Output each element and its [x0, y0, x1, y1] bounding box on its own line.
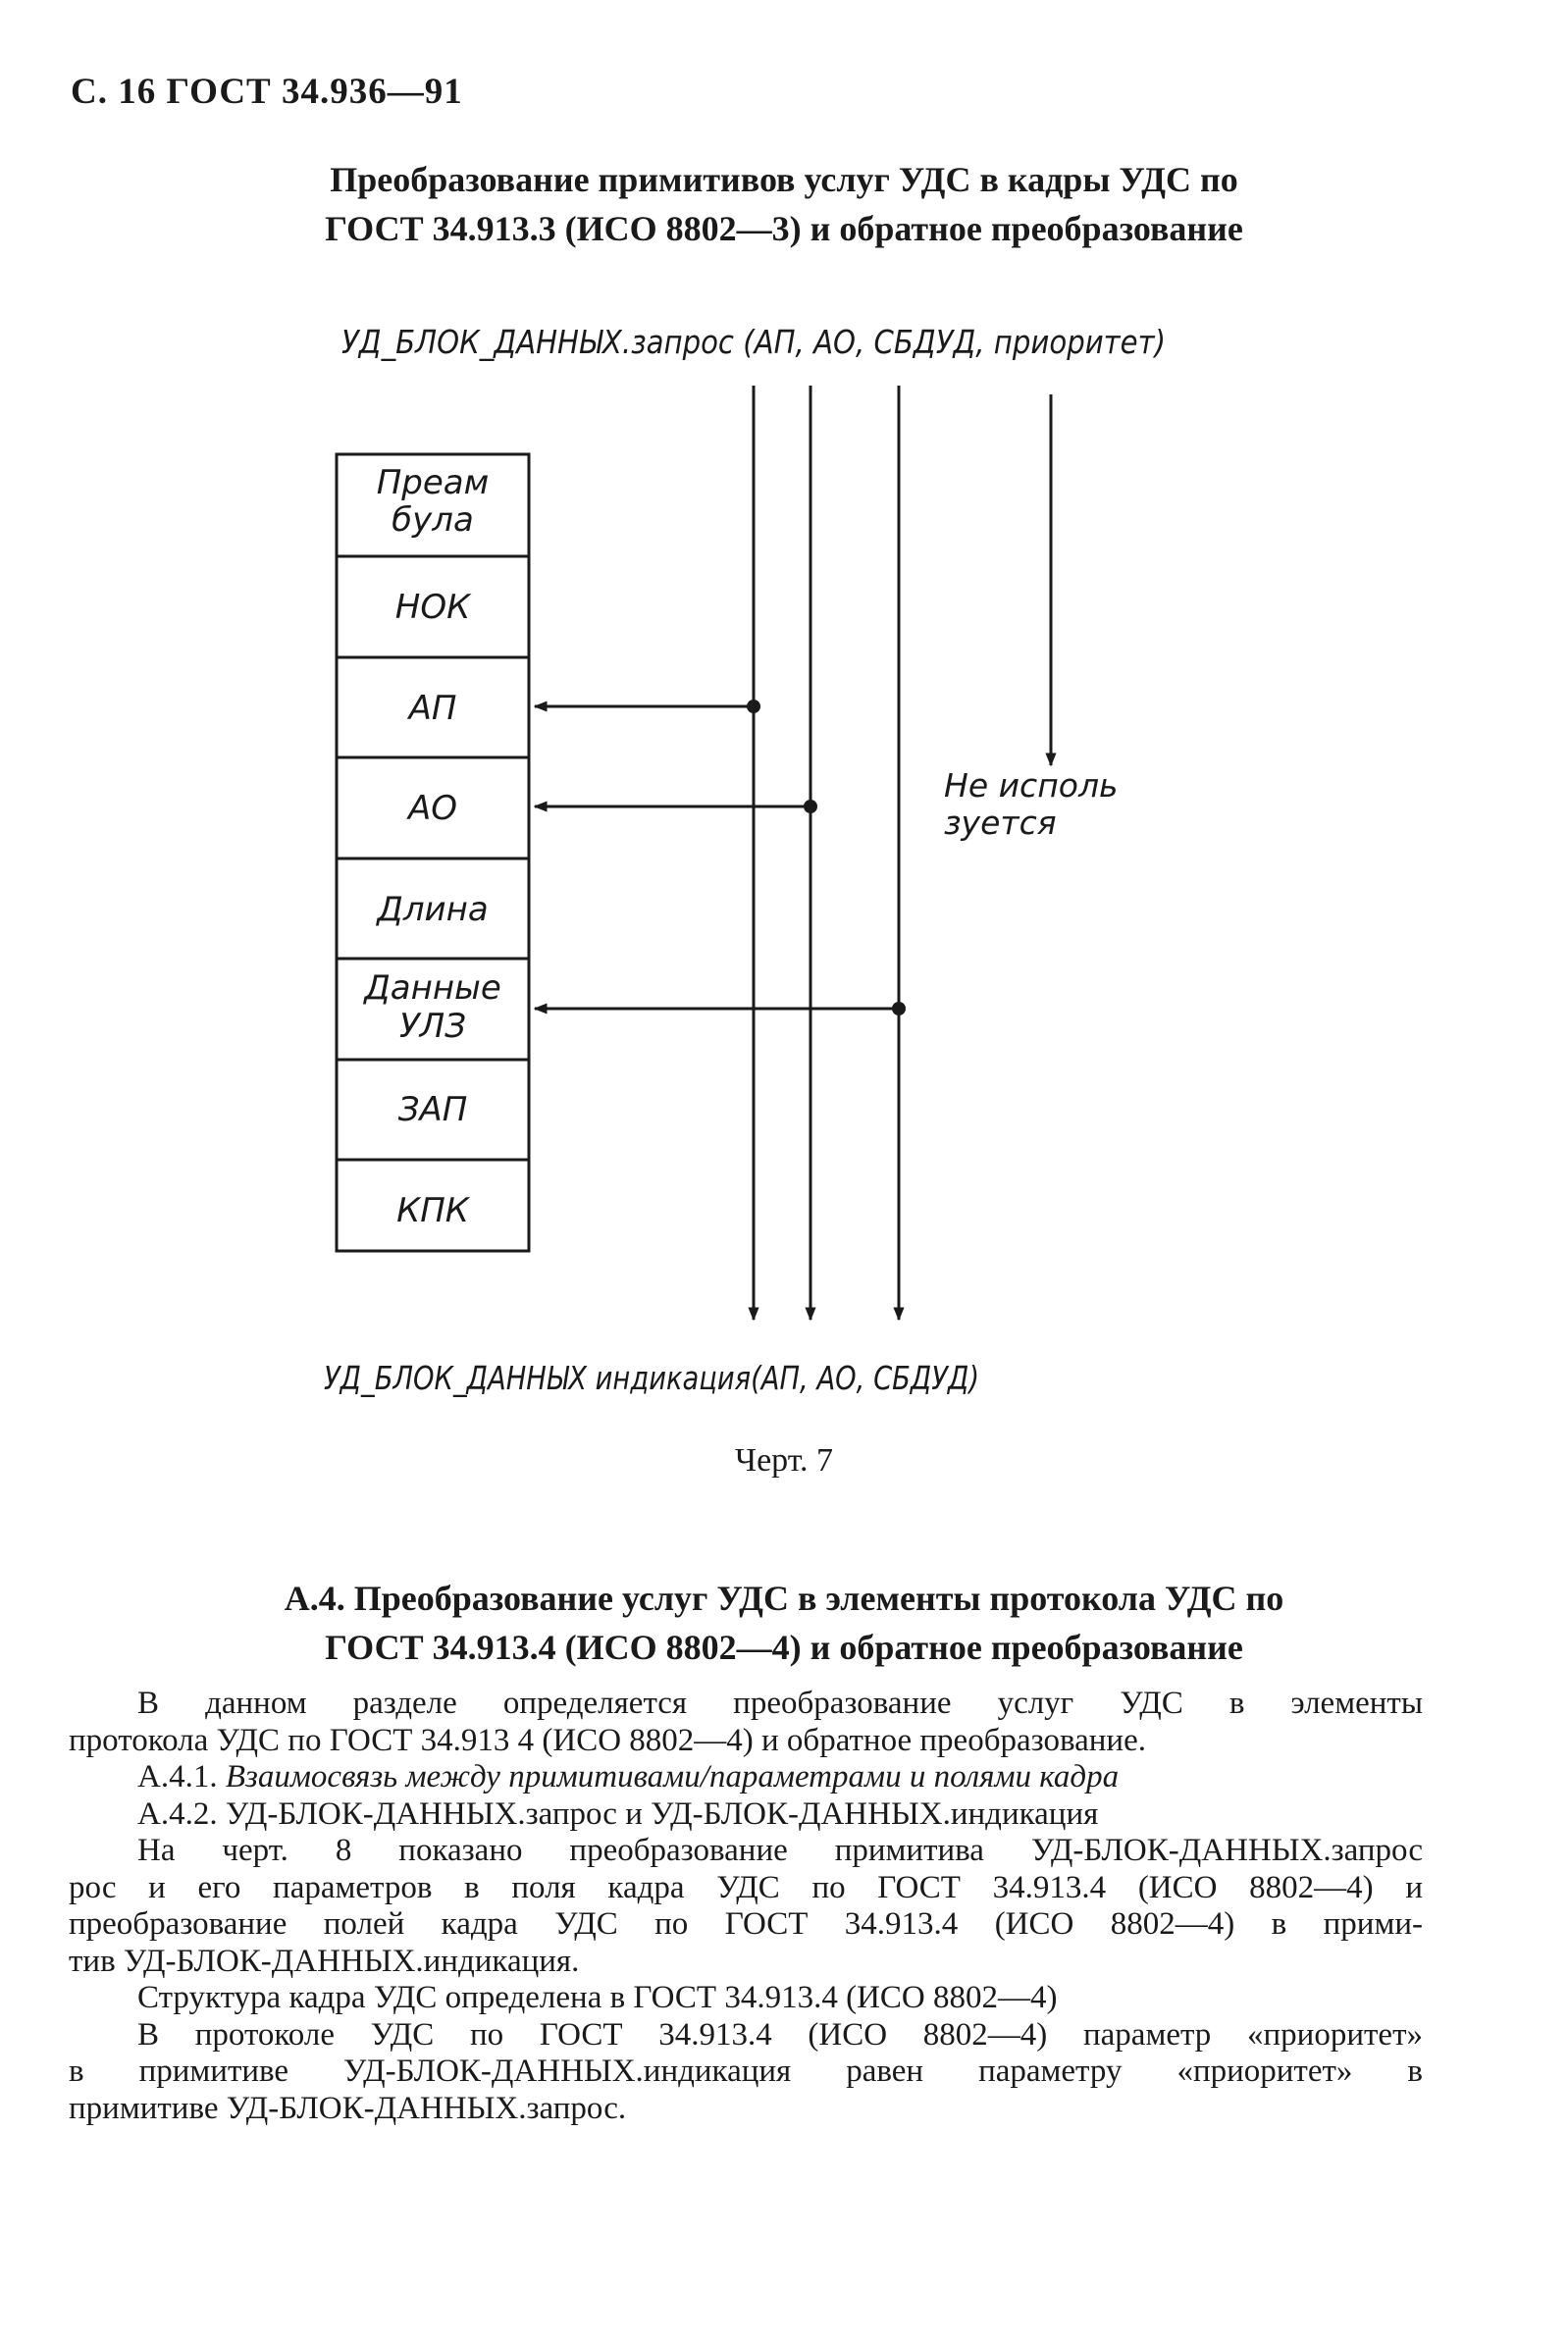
field-data-label-1: Данные [364, 968, 501, 1008]
frame-structure [337, 454, 529, 1251]
figure-caption: Черт. 7 [734, 1442, 834, 1479]
clause-a41-number: А.4.1. [137, 1759, 218, 1794]
paragraph-1-line-1: В данном разделе определяется преобразование услуг УДС в элементы [137, 1686, 1423, 1721]
field-preamble-label-1: Преам [376, 463, 490, 502]
field-zap-label: ЗАП [397, 1090, 468, 1129]
bottom-primitive-label: УД_БЛОК_ДАННЫХ индикация(АП, АО, СБДУД) [324, 1359, 979, 1397]
paragraph-3-line-4: тив УД-БЛОК-ДАННЫХ.индикация. [69, 1943, 580, 1979]
paragraph-5-line-2: в примитиве УД-БЛОК-ДАННЫХ.индикация равен параметру «приоритет» в [69, 2054, 1423, 2089]
paragraph-5-line-1: В протоколе УДС по ГОСТ 34.913.4 (ИСО 8802—4) параметр «приоритет» [137, 2016, 1423, 2053]
clause-a41-title: Взаимосвязь между примитивами/параметрами и полями кадра [225, 1759, 1120, 1794]
paragraph-3-line-3: преобразование полей кадра УДС по ГОСТ 34.913.4 (ИСО 8802—4) в прими- [69, 1906, 1423, 1942]
paragraph-1-line-2: протокола УДС по ГОСТ 34.913 4 (ИСО 8802—4) и обратное преобразование. [69, 1722, 1146, 1758]
paragraph-4: Структура кадра УДС определена в ГОСТ 34.913.4 (ИСО 8802—4) [137, 1980, 1058, 2015]
junction-dot-ao [804, 800, 817, 813]
body-text [69, 1686, 1423, 2127]
a4-title-line-2: ГОСТ 34.913.4 (ИСО 8802—4) и обратное преобразование [325, 1628, 1243, 1667]
a4-title-line-1: А.4. Преобразование услуг УДС в элементы протокола УДС по [284, 1579, 1284, 1618]
clause-a42: А.4.2. УД-БЛОК-ДАННЫХ.запрос и УД-БЛОК-ДАННЫХ.индикация [137, 1795, 1099, 1832]
field-preamble-label-2: була [392, 500, 474, 540]
paragraph-5-line-3: примитиве УД-БЛОК-ДАННЫХ.запрос. [69, 2090, 627, 2126]
clause-a41 [69, 1759, 1423, 1796]
section-title-line-1: Преобразование примитивов услуг УДС в кадры УДС по [330, 160, 1238, 199]
paragraph-3-line-2: рос и его параметров в поля кадра УДС по ГОСТ 34.913.4 (ИСО 8802—4) и [69, 1869, 1423, 1905]
junction-dot-ap [747, 700, 760, 713]
field-ap-label: АП [408, 689, 457, 728]
field-nok-label: НОК [394, 588, 471, 627]
field-data-label-2: УЛЗ [398, 1007, 467, 1046]
unused-note-line-2: зуется [944, 804, 1057, 842]
junction-dot-data [892, 1002, 906, 1015]
section-title-line-2: ГОСТ 34.913.3 (ИСО 8802—3) и обратное преобразование [325, 209, 1243, 248]
paragraph-3-line-1: На черт. 8 показано преобразование примитива УД-БЛОК-ДАННЫХ.запрос [137, 1833, 1423, 1868]
field-length-label: Длина [377, 890, 489, 929]
page-header: С. 16 ГОСТ 34.936—91 [71, 72, 463, 112]
field-kpk-label: КПК [396, 1191, 469, 1230]
field-ao-label: АО [407, 789, 458, 828]
frame-outline [337, 454, 529, 1251]
top-primitive-label: УД_БЛОК_ДАННЫХ.запрос (АП, АО, СБДУД, приоритет) [341, 323, 1166, 361]
a4-section-title [0, 1574, 1568, 1672]
unused-note-line-1: Не исполь [944, 766, 1119, 805]
